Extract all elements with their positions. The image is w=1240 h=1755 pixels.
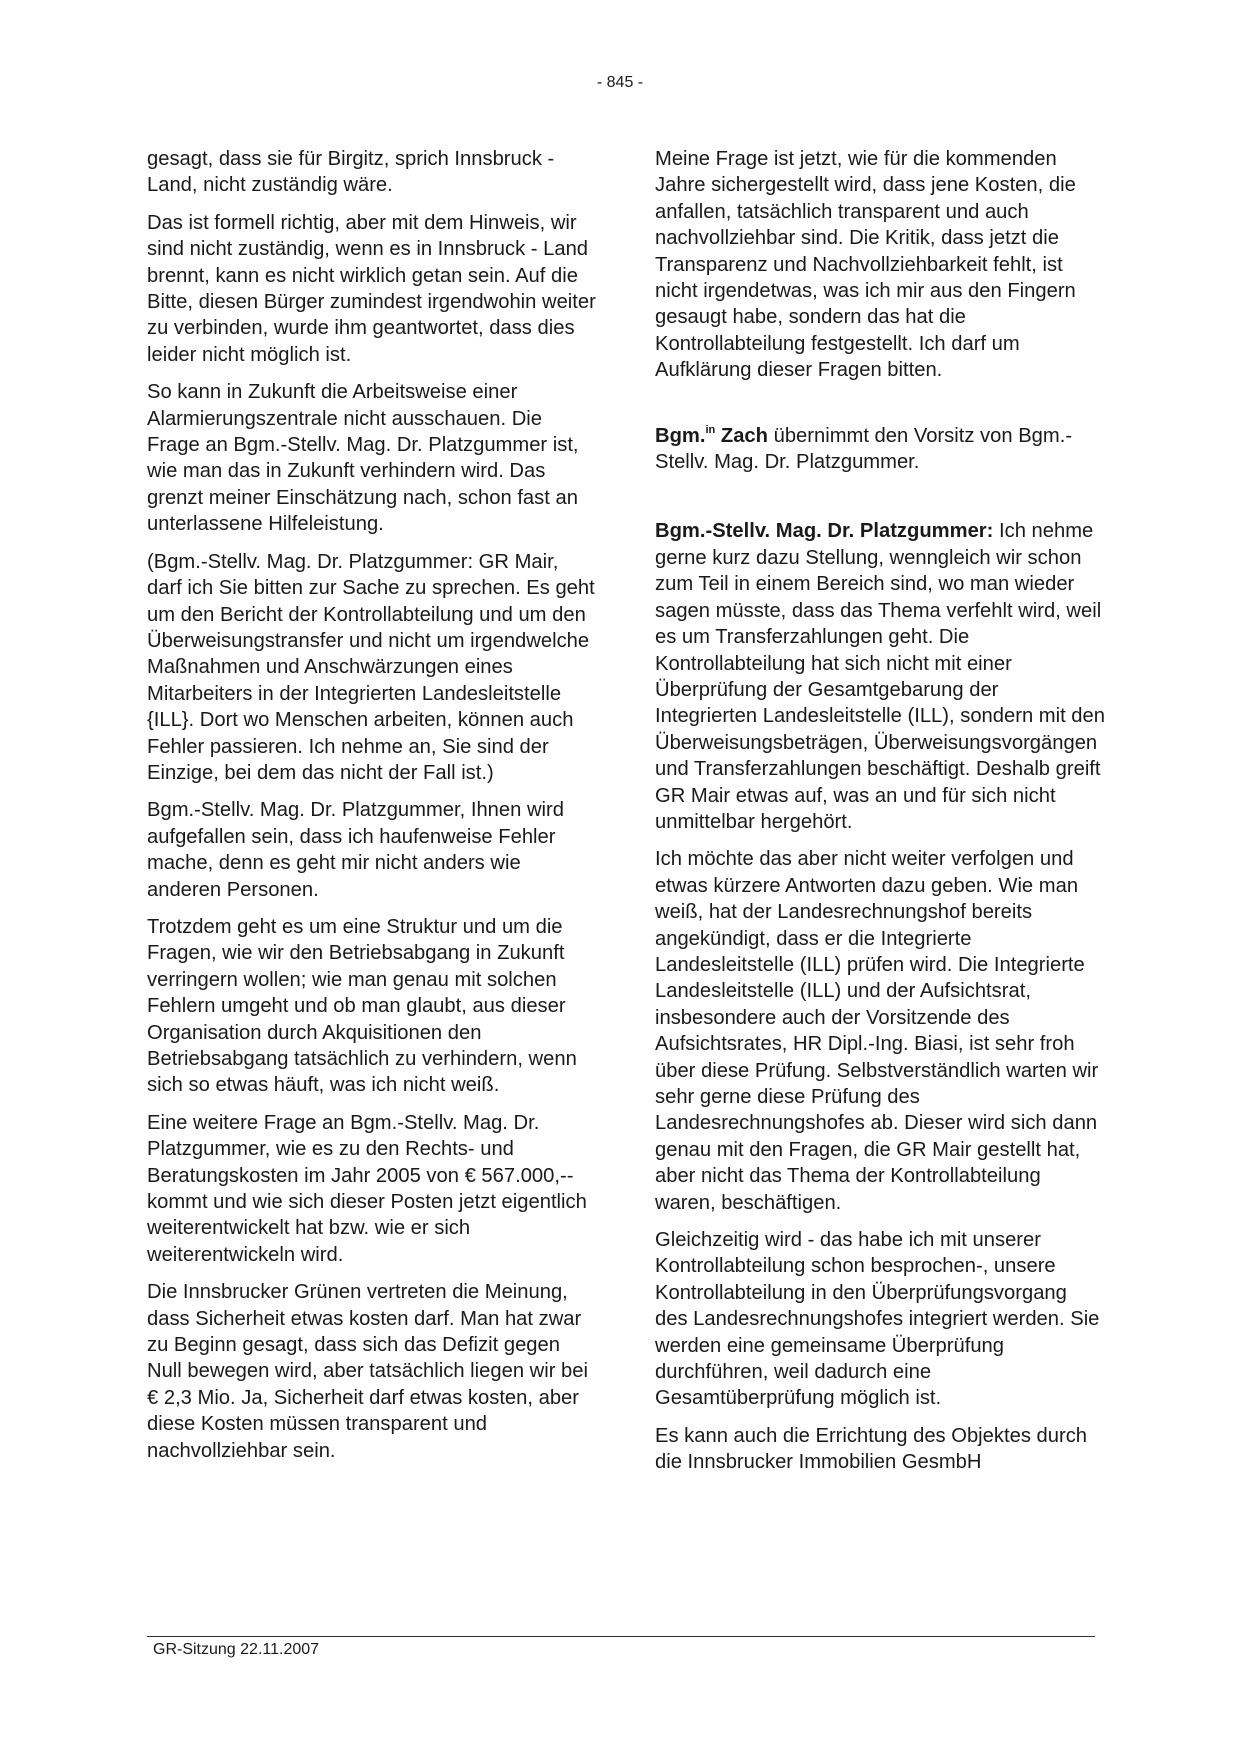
paragraph: Trotzdem geht es um eine Struktur und um die Fragen, wie wir den Betriebsabgang in Zukunft verringern wollen; wie man genau mit solchen Fehlern umgeht und ob man glaubt, aus dieser Organisation durch Akquisitionen den Betriebsabgang tatsächlich zu verhindern, wenn sich so etwas häuft, was ich nicht weiß. <box>147 915 577 1097</box>
speaker-name: Bgm.-Stellv. Mag. Dr. Platzgummer: <box>655 520 994 543</box>
paragraph: So kann in Zukunft die Arbeitsweise einer Alarmierungszentrale nicht ausschauen. Die Frage an Bgm.-Stellv. Mag. Dr. Platzgummer ist, wie man das in Zukunft verhindern wird. Das grenzt meiner Einschätzung nach, schon fast an unterlassene Hilfeleistung. <box>147 381 579 536</box>
paragraph: Gleichzeitig wird - das habe ich mit unserer Kontrollabteilung schon besprochen-, unsere Kontrollabteilung in den Überprüfungsvorgang des Landesrechnungshofes integriert werden. Sie werden eine gemeinsame Überprüfung durchführen, weil dadurch eine Gesamtüberprüfung möglich ist. <box>655 1229 1100 1410</box>
chair-name: Zach <box>715 424 768 447</box>
left-column <box>147 146 597 1475</box>
footer-session-date: GR-Sitzung 22.11.2007 <box>153 1641 320 1658</box>
speaker-statement <box>655 518 1105 835</box>
footer-divider <box>147 1636 1095 1637</box>
right-column <box>655 146 1105 1487</box>
speaker-text: Ich nehme gerne kurz dazu Stellung, wenngleich wir schon zum Teil in einem Bereich sind, wo man wieder sagen müsste, dass das Thema verfehlt wird, weil es um Transferzahlungen geht. Die Kontrollabteilung hat sich nicht mit einer Überprüfung der Gesamtgebarung der Integrierten Landesleitstelle (ILL), sondern mit den Überweisungsbeträgen, Überweisungsvorgängen und Transferzahlungen beschäftigt. Deshalb greift GR Mair etwas auf, was an und für sich nicht unmittelbar hergehört. <box>655 520 1105 833</box>
chair-title: Bgm. <box>655 424 706 447</box>
paragraph: (Bgm.-Stellv. Mag. Dr. Platzgummer: GR Mair, darf ich Sie bitten zur Sache zu sprechen. Es geht um den Bericht der Kontrollabteilung und um den Überweisungstransfer und nicht um irgendwelche Maßnahmen und Anschwärzungen eines Mitarbeiters in der Integrierten Landesleitstelle {ILL}. Dort wo Menschen arbeiten, können auch Fehler passieren. Ich nehme an, Sie sind der Einzige, bei dem das nicht der Fall ist.) <box>147 550 595 784</box>
paragraph: Es kann auch die Errichtung des Objektes durch die Innsbrucker Immobilien GesmbH <box>655 1424 1088 1474</box>
page-number: - 845 - <box>596 74 644 91</box>
paragraph: Meine Frage ist jetzt, wie für die kommenden Jahre sichergestellt wird, dass jene Kosten, die anfallen, tatsächlich transparent und auch nachvollziehbar sind. Die Kritik, dass jetzt die Transparenz und Nachvollziehbarkeit fehlt, ist nicht irgendetwas, was ich mir aus den Fingern gesaugt habe, sondern das hat die Kontrollabteilung festgestellt. Ich darf um Aufklärung dieser Fragen bitten. <box>655 148 1076 382</box>
paragraph: Eine weitere Frage an Bgm.-Stellv. Mag. Dr. Platzgummer, wie es zu den Rechts- und Beratungskosten im Jahr 2005 von € 567.000,-- kommt und wie sich dieser Posten jetzt eigentlich weiterentwickelt hat bzw. wie er sich weiterentwickeln wird. <box>147 1111 587 1266</box>
chair-change-note <box>655 423 1105 476</box>
paragraph: Ich möchte das aber nicht weiter verfolgen und etwas kürzere Antworten dazu geben. Wie man weiß, hat der Landesrechnungshof bereits angekündigt, dass er die Integrierte Landesleitstelle (ILL) prüfen wird. Die Integrierte Landesleitstelle (ILL) und der Aufsichtsrat, insbesondere auch der Vorsitzende des Aufsichtsrates, HR Dipl.-Ing. Biasi, ist sehr froh über diese Prüfung. Selbstverständlich warten wir sehr gerne diese Prüfung des Landesrechnungshofes ab. Dieser wird sich dann genau mit den Fragen, die GR Mair gestellt hat, aber nicht das Thema der Kontrollabteilung waren, beschäftigen. <box>655 848 1099 1214</box>
chair-change-text: übernimmt den Vorsitz von Bgm.-Stellv. Mag. Dr. Platzgummer. <box>655 424 1073 474</box>
chair-title-suffix: in <box>705 423 716 436</box>
paragraph: Bgm.-Stellv. Mag. Dr. Platzgummer, Ihnen wird aufgefallen sein, dass ich haufenweise Fehler mache, denn es geht mir nicht anders wie anderen Personen. <box>147 799 564 901</box>
paragraph: gesagt, dass sie für Birgitz, sprich Innsbruck - Land, nicht zuständig wäre. <box>147 148 555 197</box>
paragraph: Das ist formell richtig, aber mit dem Hinweis, wir sind nicht zuständig, wenn es in Innsbruck - Land brennt, kann es nicht wirklich getan sein. Auf die Bitte, diesen Bürger zumindest irgendwohin weiter zu verbinden, wurde ihm geantwortet, dass dies leider nicht möglich ist. <box>147 211 596 366</box>
paragraph: Die Innsbrucker Grünen vertreten die Meinung, dass Sicherheit etwas kosten darf. Man hat zwar zu Beginn gesagt, dass sich das Defizit gegen Null bewegen wird, aber tatsächlich liegen wir bei € 2,3 Mio. Ja, Sicherheit darf etwas kosten, aber diese Kosten müssen transparent und nachvollziehbar sein. <box>147 1281 588 1462</box>
